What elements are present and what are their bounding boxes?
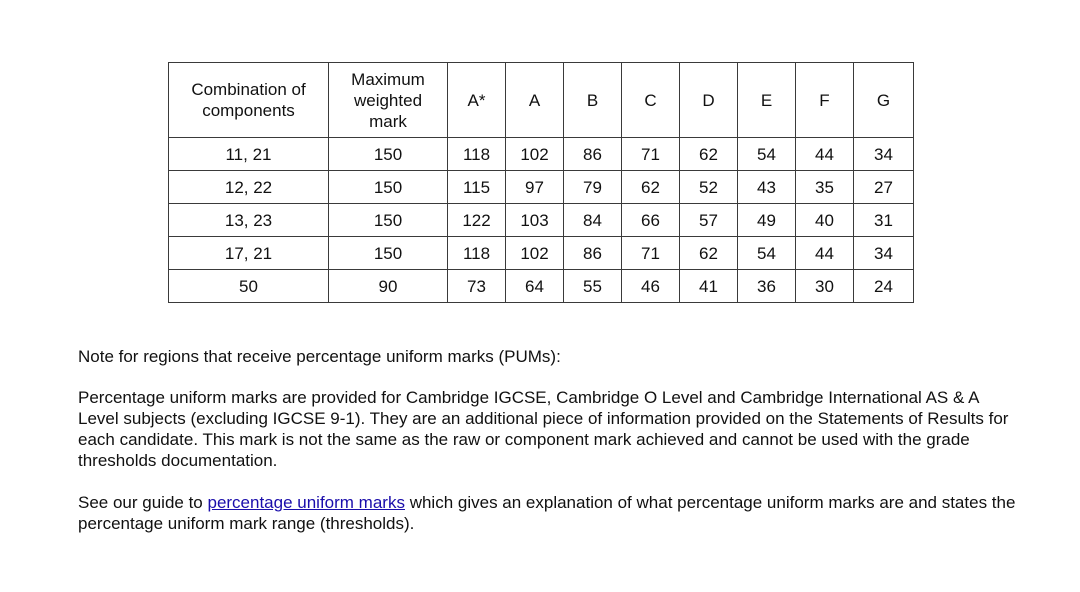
table-cell-a: 64 — [506, 270, 564, 303]
table-cell-f: 44 — [796, 138, 854, 171]
guide-prefix: See our guide to — [78, 493, 208, 512]
table-cell-e: 43 — [738, 171, 796, 204]
table-cell-max: 150 — [329, 138, 448, 171]
table-cell-astar: 118 — [448, 237, 506, 270]
table-row — [169, 171, 914, 204]
table-cell-astar: 122 — [448, 204, 506, 237]
table-cell-max: 150 — [329, 171, 448, 204]
table-cell-d: 62 — [680, 138, 738, 171]
table-cell-c: 46 — [622, 270, 680, 303]
column-header-max: Maximum weighted mark — [329, 63, 448, 138]
table-cell-g: 27 — [854, 171, 914, 204]
table-cell-e: 54 — [738, 138, 796, 171]
note-body: Percentage uniform marks are provided for Cambridge IGCSE, Cambridge O Level and Cambridge International AS & A Level subjects (excluding IGCSE 9-1). They are an additional piece of information provided on the Statements of Results for each candidate. This mark is not the same as the raw or component mark achieved and cannot be used with the grade thresholds documentation. — [78, 388, 1009, 470]
table-cell-f: 44 — [796, 237, 854, 270]
table-cell-a: 102 — [506, 237, 564, 270]
table-cell-e: 36 — [738, 270, 796, 303]
column-header-f: F — [796, 63, 854, 138]
column-header-d: D — [680, 63, 738, 138]
table-cell-max: 150 — [329, 237, 448, 270]
table-cell-g: 31 — [854, 204, 914, 237]
note-heading: Note for regions that receive percentage uniform marks (PUMs): — [78, 347, 561, 366]
table-cell-combination: 12, 22 — [169, 171, 329, 204]
percentage-uniform-marks-link[interactable]: percentage uniform marks — [207, 493, 405, 512]
table-cell-b: 84 — [564, 204, 622, 237]
table-cell-f: 35 — [796, 171, 854, 204]
table-row — [169, 270, 914, 303]
grade-thresholds-table — [168, 62, 914, 303]
table-cell-d: 52 — [680, 171, 738, 204]
table-cell-g: 24 — [854, 270, 914, 303]
table-body — [169, 138, 914, 303]
table-cell-c: 66 — [622, 204, 680, 237]
table-cell-astar: 73 — [448, 270, 506, 303]
table-cell-combination: 17, 21 — [169, 237, 329, 270]
column-header-a: A — [506, 63, 564, 138]
table-cell-max: 150 — [329, 204, 448, 237]
table-cell-b: 86 — [564, 138, 622, 171]
guide-suffix: which gives an explanation of what percentage uniform marks are and states the percentage uniform mark range (thresholds). — [78, 493, 1016, 533]
table-cell-e: 49 — [738, 204, 796, 237]
table-cell-b: 55 — [564, 270, 622, 303]
table-header-row — [169, 63, 914, 138]
column-header-c: C — [622, 63, 680, 138]
table-cell-combination: 13, 23 — [169, 204, 329, 237]
table-cell-astar: 118 — [448, 138, 506, 171]
table-cell-c: 71 — [622, 237, 680, 270]
table-cell-f: 40 — [796, 204, 854, 237]
column-header-astar: A* — [448, 63, 506, 138]
table-cell-b: 79 — [564, 171, 622, 204]
table-cell-b: 86 — [564, 237, 622, 270]
table-cell-a: 103 — [506, 204, 564, 237]
table-cell-a: 97 — [506, 171, 564, 204]
table-cell-c: 62 — [622, 171, 680, 204]
table-cell-max: 90 — [329, 270, 448, 303]
table-row — [169, 204, 914, 237]
table-cell-combination: 50 — [169, 270, 329, 303]
table-cell-d: 57 — [680, 204, 738, 237]
table-cell-d: 41 — [680, 270, 738, 303]
column-header-g: G — [854, 63, 914, 138]
column-header-e: E — [738, 63, 796, 138]
table-row — [169, 237, 914, 270]
table-cell-a: 102 — [506, 138, 564, 171]
table-cell-c: 71 — [622, 138, 680, 171]
table-cell-g: 34 — [854, 138, 914, 171]
table-cell-e: 54 — [738, 237, 796, 270]
table-cell-combination: 11, 21 — [169, 138, 329, 171]
table-cell-g: 34 — [854, 237, 914, 270]
guide-paragraph — [78, 492, 1018, 534]
column-header-combination: Combination of components — [169, 63, 329, 138]
table-row — [169, 138, 914, 171]
table-cell-d: 62 — [680, 237, 738, 270]
table-cell-astar: 115 — [448, 171, 506, 204]
table-cell-f: 30 — [796, 270, 854, 303]
column-header-b: B — [564, 63, 622, 138]
